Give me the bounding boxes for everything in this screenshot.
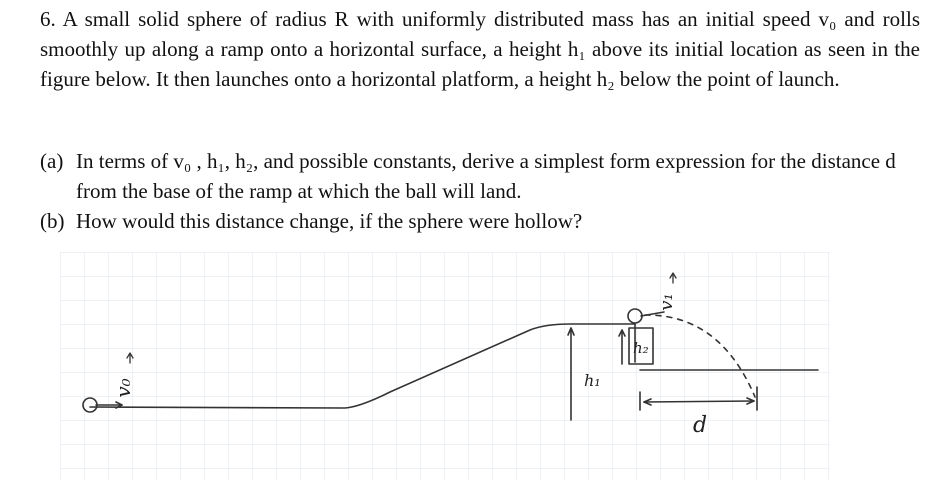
d-arrow: [644, 401, 754, 402]
label-v1: v₁: [656, 293, 677, 311]
part-a: [40, 146, 920, 206]
label-d: d: [693, 413, 708, 438]
part-b-text: How would this distance change, if the sphere were hollow?: [76, 209, 583, 233]
label-h1: h₁: [584, 371, 601, 390]
grid-background: [60, 252, 830, 480]
problem-6: [40, 4, 920, 94]
part-a-label: (a): [40, 149, 64, 173]
label-v0: v₀: [111, 378, 135, 398]
problem-stem-text: A small solid sphere of radius R with uniformly distributed mass has an initial speed v₀ and rolls smoothly up along a ramp onto a horizontal surface, a height h₁ above its initial location as seen in the figure below. It then launches onto a horizontal platform, a height h₂ below the point of launch.: [40, 7, 921, 91]
problem-parts: [40, 146, 920, 236]
label-h2: h₂: [633, 339, 649, 357]
part-a-text: In terms of v₀ , h₁, h₂, and possible constants, derive a simplest form expression for the distance d from the base of the ramp at which the ball will land.: [76, 149, 896, 203]
problem-stem: [40, 4, 920, 94]
figure-svg: [60, 252, 830, 480]
problem-figure: [60, 252, 830, 480]
part-b-label: (b): [40, 209, 65, 233]
part-b: [40, 206, 920, 236]
problem-number: 6.: [40, 7, 56, 31]
